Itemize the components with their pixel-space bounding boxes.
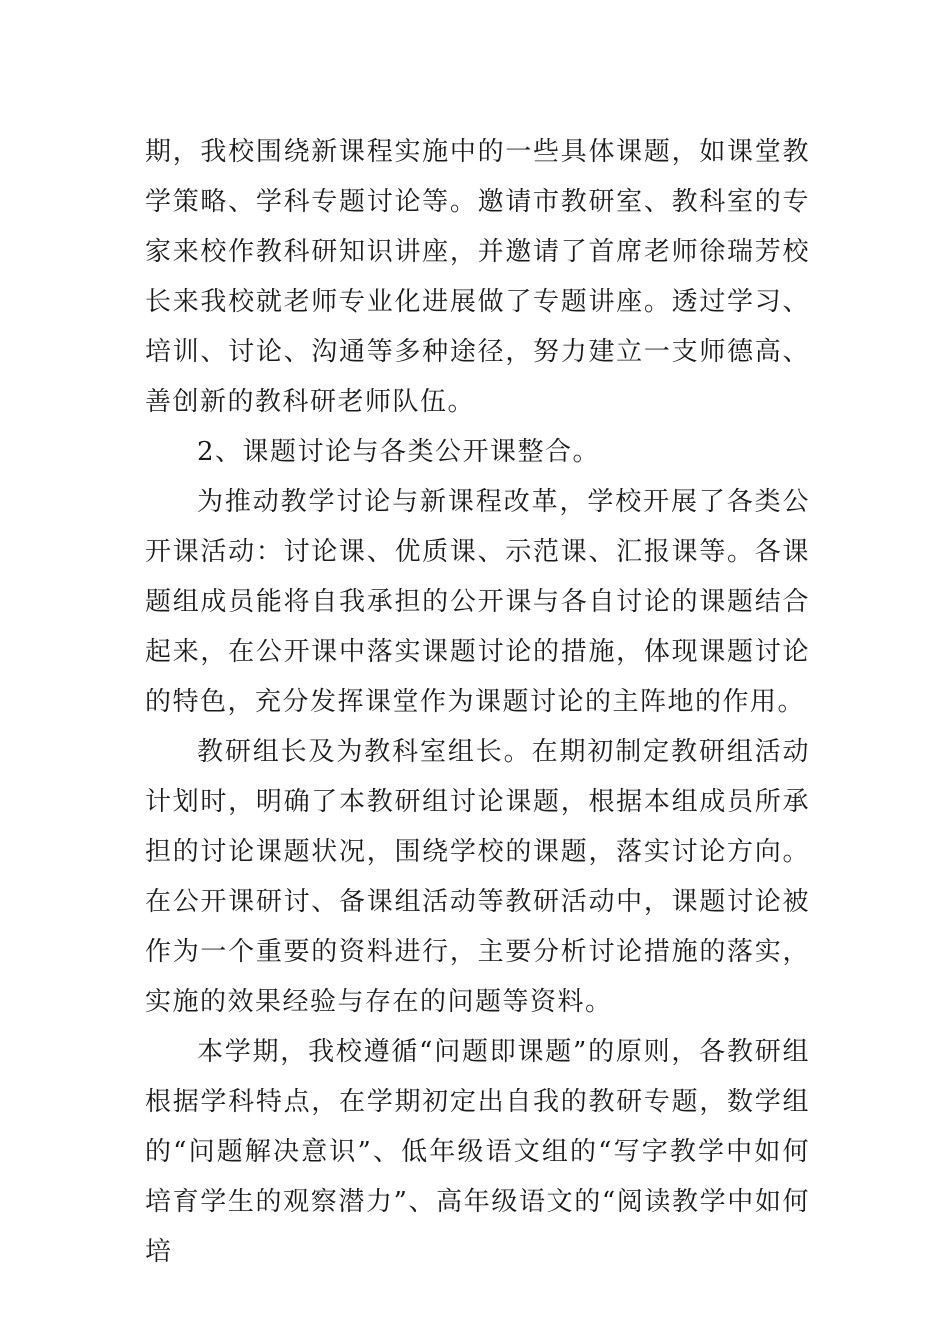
paragraph-research-leader: 教研组长及为教科室组长。在期初制定教研组活动计划时，明确了本教研组讨论课题，根据本组成员所承担的讨论课题状况，围绕学校的课题，落实讨论方向。在公开课研讨、备课组活动等教研活动中，课题讨论被作为一个重要的资料进行，主要分析讨论措施的落实，实施的效果经验与存在的问题等资料。 <box>145 737 810 1017</box>
paragraph-semester-topics: 本学期，我校遵循“问题即课题”的原则，各教研组根据学科特点，在学期初定出自我的教研专题，数学组的“问题解决意识”、低年级语文组的“写字教学中如何培育学生的观察潜力”、高年级语文的“阅读教学中如何培 <box>145 1037 810 1267</box>
document-body <box>145 127 810 1277</box>
paragraph-open-class: 为推动教学讨论与新课程改革，学校开展了各类公开课活动：讨论课、优质课、示范课、汇报课等。各课题组成员能将自我承担的公开课与各自讨论的课题结合起来，在公开课中落实课题讨论的措施，体现课题讨论的特色，充分发挥课堂作为课题讨论的主阵地的作用。 <box>145 487 810 717</box>
paragraph-section-heading: 2、课题讨论与各类公开课整合。 <box>197 437 601 467</box>
paragraph-continuation: 期，我校围绕新课程实施中的一些具体课题，如课堂教学策略、学科专题讨论等。邀请市教研室、教科室的专家来校作教科研知识讲座，并邀请了首席老师徐瑞芳校长来我校就老师专业化进展做了专题讲座。透过学习、培训、讨论、沟通等多种途径，努力建立一支师德高、善创新的教科研老师队伍。 <box>145 137 810 417</box>
